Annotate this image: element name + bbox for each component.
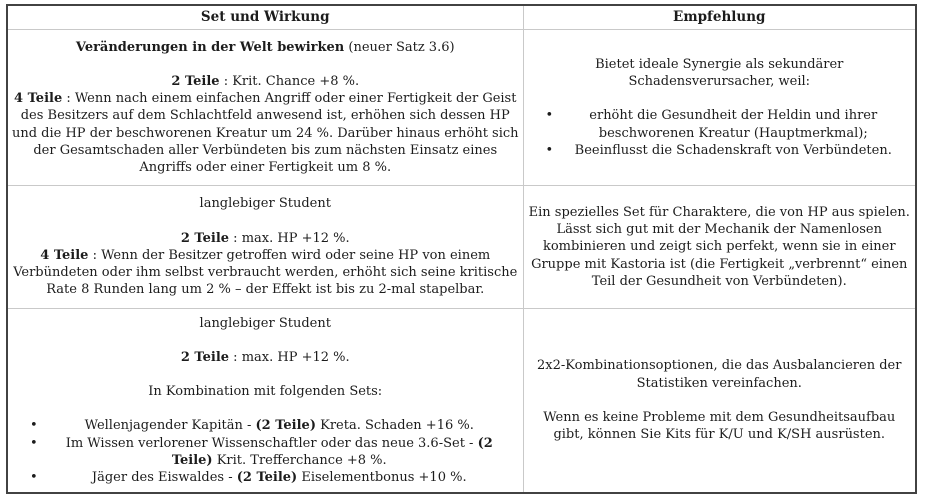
paragraph: In Kombination mit folgenden Sets: bbox=[148, 384, 383, 400]
list-item: • Beeinflusst die Schadenskraft von Verbündeten. bbox=[561, 142, 907, 159]
cell-set-effect-row1 bbox=[7, 30, 523, 186]
paragraph: Bietet ideale Synergie als sekundärer Schadensverursacher, weil: bbox=[595, 56, 844, 90]
paragraph: Wenn es keine Probleme mit dem Gesundheitsaufbau gibt, können Sie Kits für K/U und K/SH ausrüsten. bbox=[543, 410, 896, 443]
header-row bbox=[7, 5, 916, 30]
bold-text: (2 Teile) bbox=[255, 418, 316, 434]
list-item: • Im Wissen verlorener Wissenschaftler oder das neue 3.6-Set - (2 Teile) Krit. Trefferchance +8 %. bbox=[45, 435, 514, 470]
table-row bbox=[7, 309, 916, 494]
bold-text: 2 Teile bbox=[180, 349, 230, 365]
cell-recommendation-row2 bbox=[523, 186, 916, 309]
column-header-empfehlung: Empfehlung bbox=[523, 5, 916, 30]
cell-recommendation-row1 bbox=[523, 30, 916, 186]
bold-text: (2 Teile) bbox=[171, 435, 493, 468]
column-header-set-und-wirkung: Set und Wirkung bbox=[7, 5, 523, 30]
paragraph: 2 Teile : max. HP +12 %. 4 Teile : Wenn der Besitzer getroffen wird oder seine HP von einem Verbündeten oder ihm selbst verbraucht werden, erhöht sich seine kritische Rate 8 Runden lang um 2 % – der Effekt ist bis zu 2-mal stapelbar. bbox=[13, 230, 518, 298]
cell-recommendation-row3 bbox=[523, 309, 916, 494]
list-item: • erhöht die Gesundheit der Heldin und ihrer beschworenen Kreatur (Hauptmerkmal); bbox=[561, 107, 907, 142]
paragraph: 2x2-Kombinationsoptionen, die das Ausbalancieren der Statistiken vereinfachen. bbox=[537, 358, 902, 391]
table-row bbox=[7, 30, 916, 186]
list-item: • Jäger des Eiswaldes - (2 Teile) Eiselementbonus +10 %. bbox=[45, 469, 514, 486]
list-item: • Wellenjagender Kapitän - (2 Teile) Kreta. Schaden +16 %. bbox=[45, 417, 514, 434]
bold-text: 2 Teile bbox=[171, 73, 220, 89]
table-row bbox=[7, 186, 916, 309]
bold-text: (2 Teile) bbox=[236, 470, 298, 486]
paragraph: Veränderungen in der Welt bewirken (neuer Satz 3.6) bbox=[75, 39, 455, 55]
bullet-list bbox=[527, 107, 913, 159]
cell-set-effect-row2 bbox=[7, 186, 523, 309]
set-effect-table bbox=[6, 4, 917, 494]
paragraph: langlebiger Student bbox=[199, 315, 331, 331]
bold-text: 4 Teile bbox=[40, 247, 89, 263]
cell-set-effect-row3 bbox=[7, 309, 523, 494]
bold-text: 4 Teile bbox=[14, 91, 63, 107]
paragraph: 2 Teile : max. HP +12 %. bbox=[180, 349, 350, 365]
bold-text: Veränderungen in der Welt bewirken bbox=[75, 39, 345, 55]
bold-text: 2 Teile bbox=[180, 230, 230, 246]
paragraph: 2 Teile : Krit. Chance +8 %. 4 Teile : Wenn nach einem einfachen Angriff oder einer Fertigkeit der Geist des Besitzers auf dem Schlachtfeld anwesend ist, erhöhen sich dessen HP und die HP der beschworenen Kreatur um 24 %. Darüber hinaus erhöht sich der Gesamtschaden aller Verbündeten bis zum nächsten Einsatz eines Angriffs oder einer Fertigkeit um 8 %. bbox=[11, 73, 519, 176]
bullet-list bbox=[11, 417, 520, 486]
paragraph: Ein spezielles Set für Charaktere, die von HP aus spielen. Lässt sich gut mit der Mechanik der Namenlosen kombinieren und zeigt sich perfekt, wenn sie in einer Gruppe mit Kastoria ist (die Fertigkeit „verbrennt“ einen Teil der Gesundheit von Verbündeten). bbox=[528, 204, 910, 289]
paragraph: langlebiger Student bbox=[199, 196, 331, 212]
